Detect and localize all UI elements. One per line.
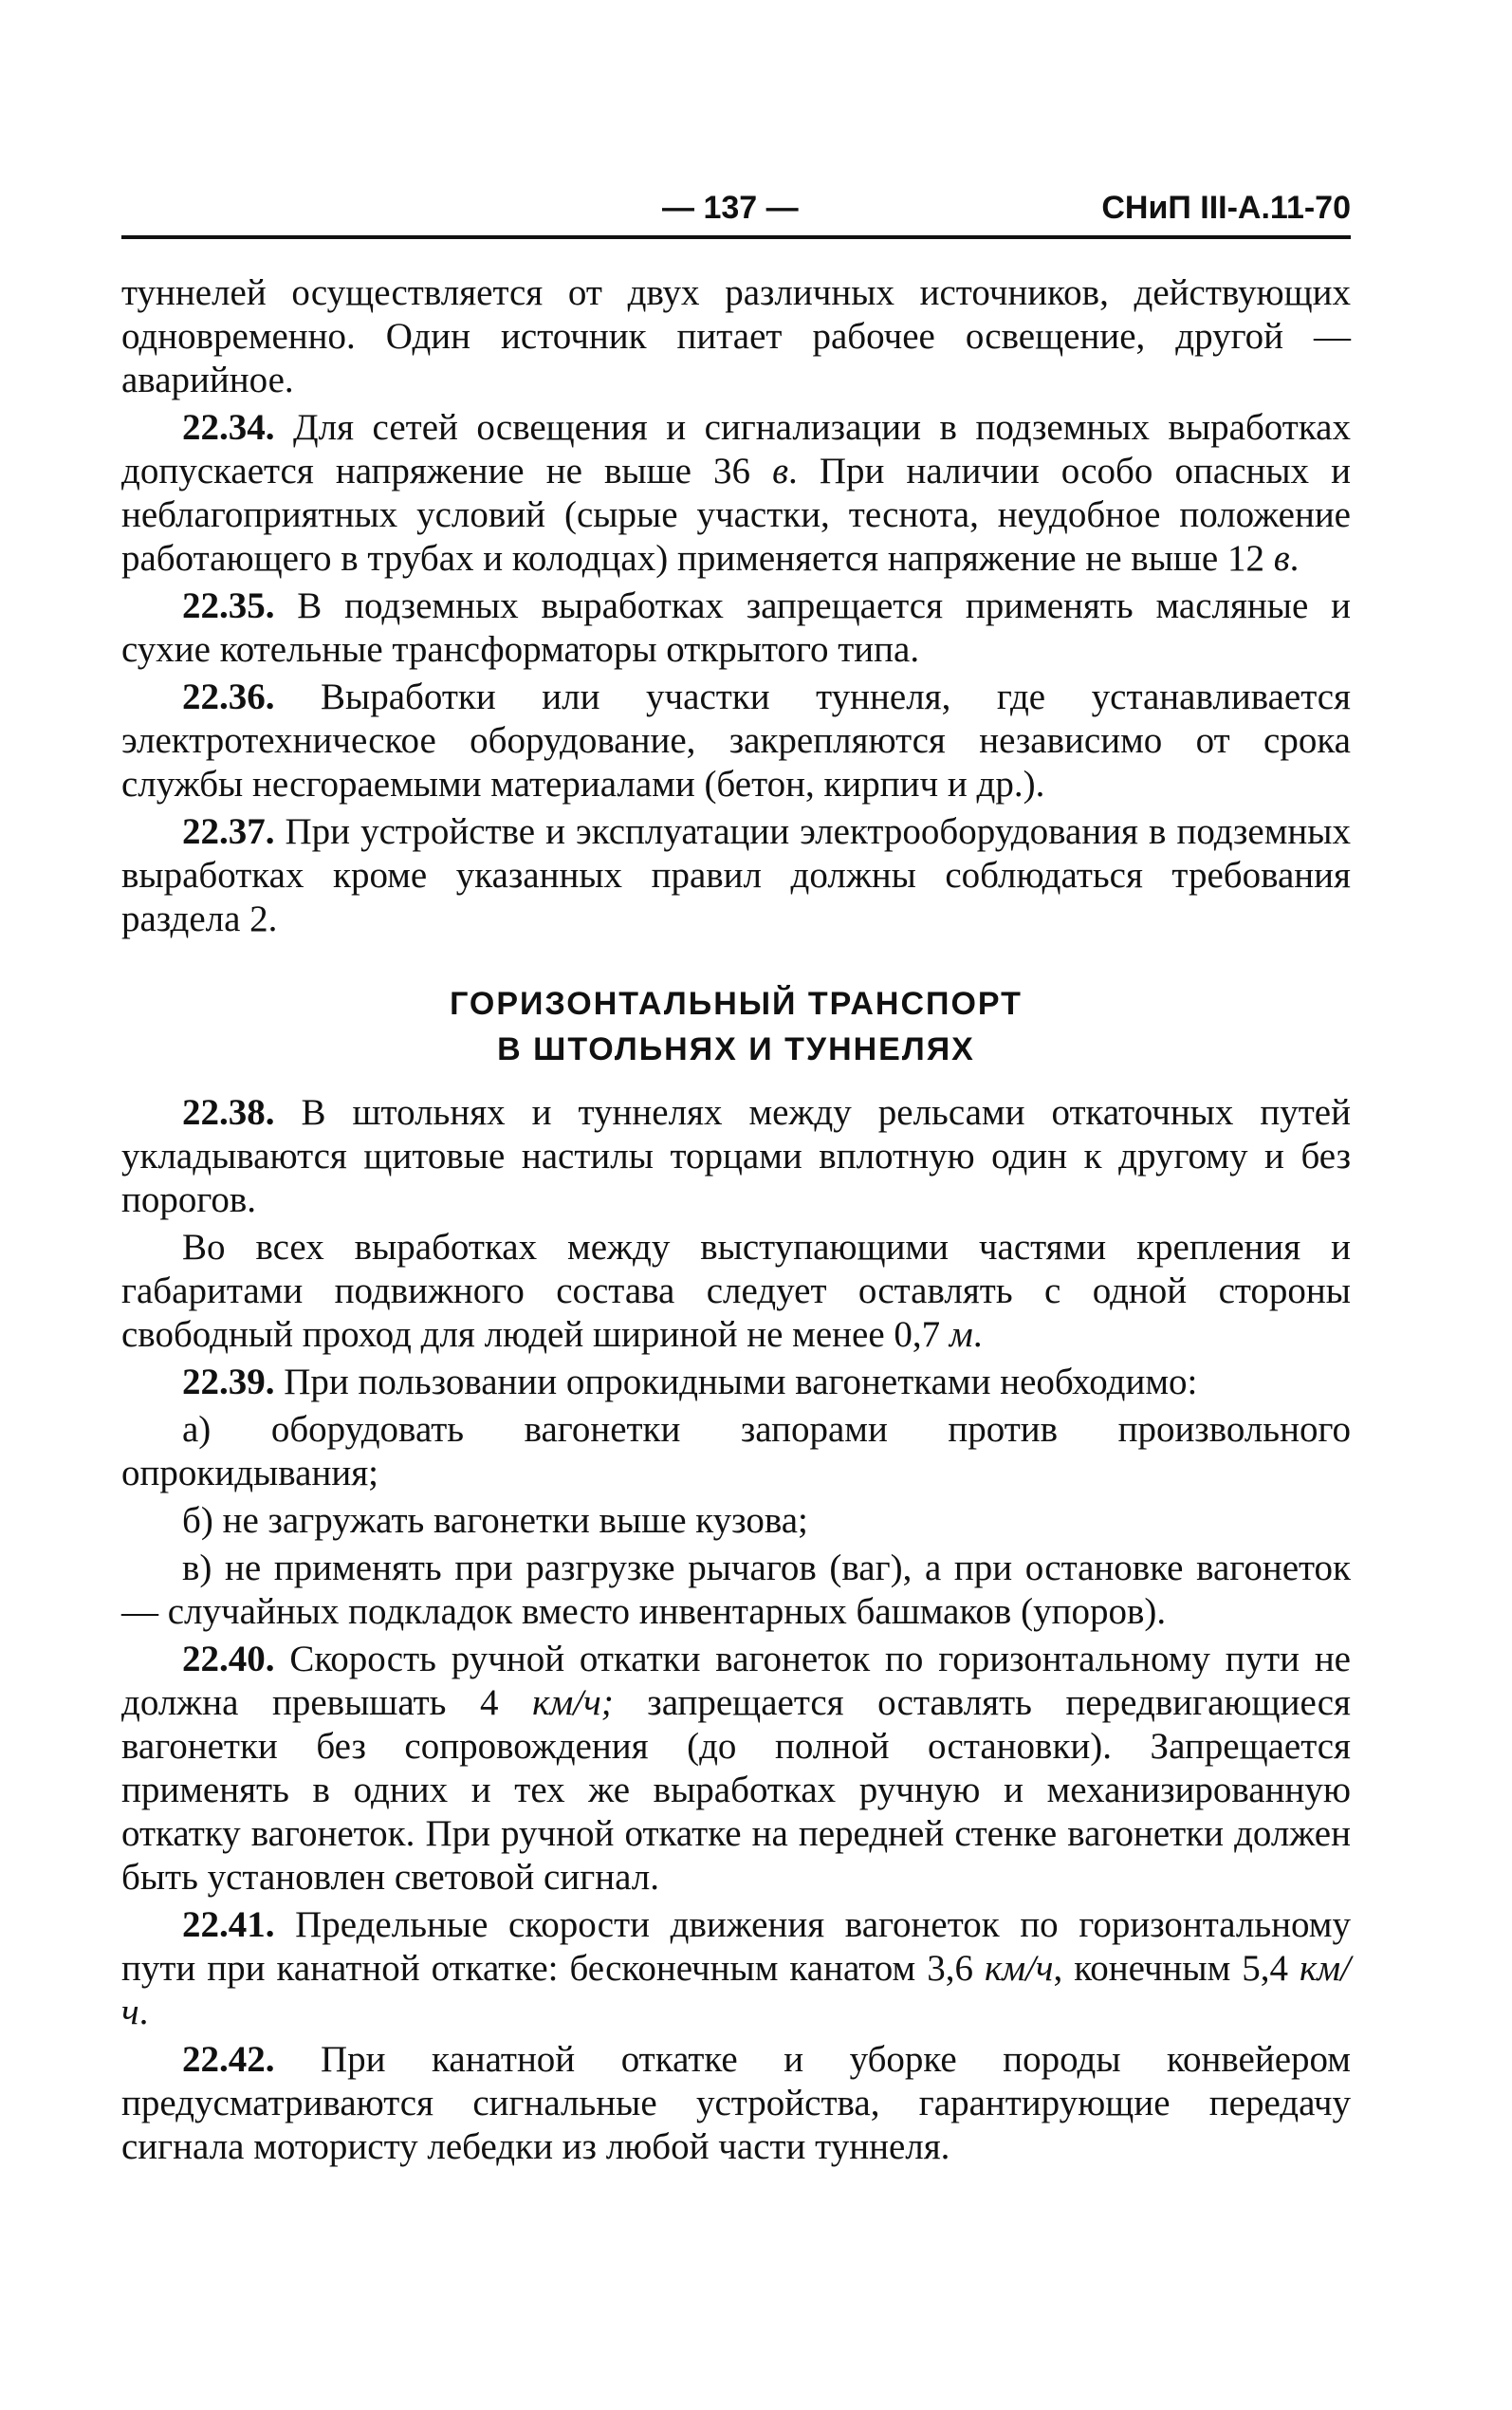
section-heading-line-2: В ШТОЛЬНЯХ И ТУННЕЛЯХ [497, 1031, 975, 1067]
list-item-a: а) оборудовать вагонетки запорами против произвольного опрокидывания; [121, 1409, 1351, 1493]
clause-22-42: 22.42. При канатной откатке и уборке породы конвейером предусматриваются сигнальные устройства, гарантирующие передачу сигнала мотористу лебедки из любой части туннеля. [121, 2039, 1351, 2167]
clause-22-38: 22.38. В штольнях и туннелях между рельсами откаточных путей укладываются щитовые настилы торцами вплотную один к другому и без порогов. [121, 1092, 1351, 1220]
clause-22-40: 22.40. Скорость ручной откатки вагонеток по горизонтальному пути не должна превышать 4 км/ч; запрещается оставлять передвигающиеся вагонетки без сопровождения (до полной остановки). Запрещается применять в одних и тех же выработках ручную и механизированную откатку вагонеток. При ручной откатке на передней стенке вагонетки должен быть установлен световой сигнал. [121, 1639, 1351, 1898]
clause-22-35: 22.35. В подземных выработках запрещается применять масляные и сухие котельные трансформаторы открытого типа. [121, 585, 1351, 670]
unit-volt: в [772, 451, 789, 491]
clause-22-37: 22.37. При устройстве и эксплуатации электрооборудования в подземных выработках кроме указанных правил должны соблюдаться требования раздела 2. [121, 811, 1351, 939]
clause-number: 22.36. [182, 677, 275, 717]
page-number: — 137 — [662, 190, 799, 226]
page-header [121, 180, 1351, 237]
document-code: СНиП III-А.11-70 [1101, 190, 1351, 226]
clause-number: 22.39. [182, 1362, 275, 1402]
list-item-b: б) не загружать вагонетки выше кузова; [182, 1500, 808, 1541]
body-text [121, 271, 1351, 2173]
clause-22-34: 22.34. Для сетей освещения и сигнализации в подземных выработках допускается напряжение не выше 36 в. При наличии особо опасных и неблагоприятных условий (сырые участки, теснота, неудобное положение работающего в трубах и колодцах) применяется напряжение не выше 12 в. [121, 407, 1351, 579]
section-heading-line-1: ГОРИЗОНТАЛЬНЫЙ ТРАНСПОРТ [450, 986, 1023, 1022]
clause-number: 22.35. [182, 585, 275, 626]
clause-number: 22.38. [182, 1092, 275, 1133]
clause-number: 22.41. [182, 1904, 275, 1945]
list-item-c: в) не применять при разгрузке рычагов (ваг), а при остановке вагонеток — случайных подкладок вместо инвентарных башмаков (упоров). [121, 1548, 1351, 1632]
unit-volt: в [1273, 538, 1290, 579]
clause-22-41: 22.41. Предельные скорости движения вагонеток по горизонтальному пути при канатной откатке: бесконечным канатом 3,6 км/ч, конечным 5,4 км/ч. [121, 1904, 1352, 2032]
paragraph-continuation: туннелей осуществляется от двух различных источников, действующих одновременно. Один источник питает рабочее освещение, другой — аварийное. [121, 272, 1351, 400]
clause-number: 22.34. [182, 407, 275, 448]
header-rule [121, 235, 1351, 239]
section-heading [121, 981, 1351, 1072]
clause-number: 22.42. [182, 2039, 275, 2080]
clause-number: 22.37. [182, 811, 275, 852]
clause-number: 22.40. [182, 1639, 275, 1679]
paragraph: Во всех выработках между выступающими частями крепления и габаритами подвижного состава следует оставлять с одной стороны свободный проход для людей шириной не менее 0,7 м. [121, 1227, 1351, 1355]
unit-speed: км/ч [984, 1948, 1054, 1989]
unit-speed: км/ч; [532, 1682, 614, 1723]
clause-22-39: 22.39. При пользовании опрокидными вагонетками необходимо: [182, 1362, 1198, 1402]
clause-22-36: 22.36. Выработки или участки туннеля, где устанавливается электротехническое оборудование, закрепляются независимо от срока службы несгораемыми материалами (бетон, кирпич и др.). [121, 677, 1351, 805]
unit-speed: км/ч [121, 1948, 1352, 2032]
unit-meter: м [949, 1314, 973, 1355]
